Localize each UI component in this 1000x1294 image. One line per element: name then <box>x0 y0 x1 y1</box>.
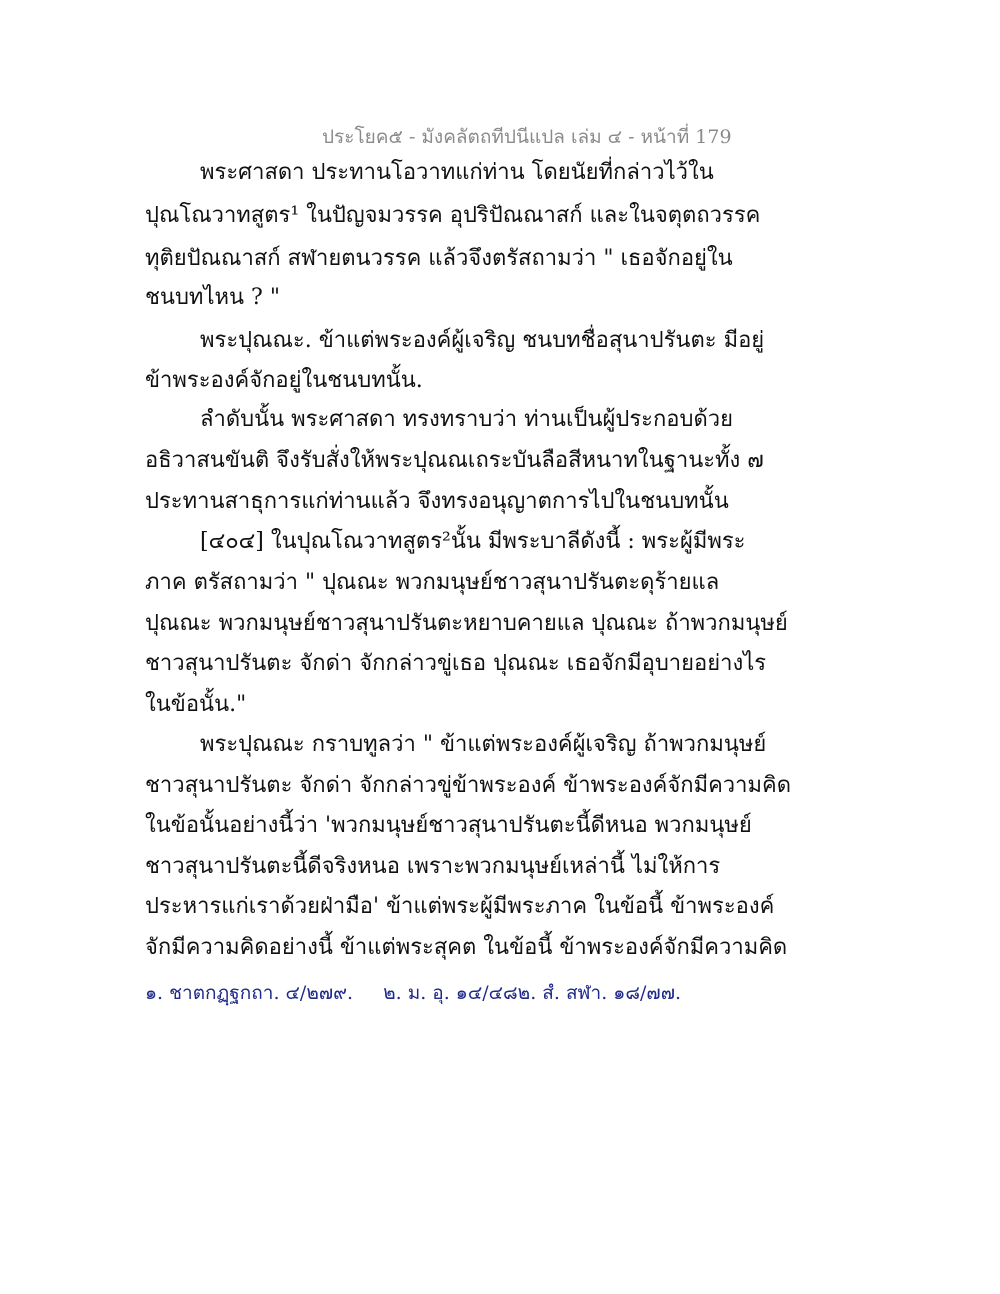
body-line: ประทานสาธุการแก่ท่านแล้ว จึงทรงอนุญาตการไปในชนบทนั้น <box>145 489 729 514</box>
body-line: ชาวสุนาปรันตะ จักด่า จักกล่าวขู่เธอ ปุณณะ เธอจักมีอุบายอย่างไร <box>145 651 767 676</box>
body-line: ปุณณะ พวกมนุษย์ชาวสุนาปรันตะหยาบคายแล ปุณณะ ถ้าพวกมนุษย์ <box>145 611 788 636</box>
body-line: ปุณโณวาทสูตร¹ ในปัญจมวรรค อุปริปัณณาสก์ และในจตุตถวรรค <box>145 203 761 228</box>
body-line: ชาวสุนาปรันตะ จักด่า จักกล่าวขู่ข้าพระองค์ ข้าพระองค์จักมีความคิด <box>145 773 792 798</box>
body-line: ประหารแก่เราด้วยฝ่ามือ' ข้าแต่พระผู้มีพระภาค ในข้อนี้ ข้าพระองค์ <box>145 894 775 919</box>
footnotes <box>145 978 681 1008</box>
body-line: ชาวสุนาปรันตะนี้ดีจริงหนอ เพราะพวกมนุษย์เหล่านี้ ไม่ให้การ <box>145 854 721 879</box>
running-header: ประโยค๕ - มังคลัตถทีปนีแปล เล่ม ๔ - หน้าที่ 179 <box>322 126 732 148</box>
body-line: พระศาสดา ประทานโอวาทแก่ท่าน โดยนัยที่กล่าวไว้ใน <box>200 160 714 185</box>
body-line: ในข้อนั้นอย่างนี้ว่า 'พวกมนุษย์ชาวสุนาปรันตะนี้ดีหนอ พวกมนุษย์ <box>145 813 752 838</box>
footnote-1: ๑. ชาตกฏฺฐกถา. ๔/๒๗๙. <box>145 982 354 1004</box>
body-line: อธิวาสนขันติ จึงรับสั่งให้พระปุณณเถระบันลือสีหนาทในฐานะทั้ง ๗ <box>145 448 764 473</box>
body-line: ในข้อนั้น." <box>145 692 247 717</box>
body-line: ลำดับนั้น พระศาสดา ทรงทราบว่า ท่านเป็นผู้ประกอบด้วย <box>200 407 734 432</box>
footnote-2: ๒. ม. อุ. ๑๔/๔๘๒. สํ. สฬา. ๑๘/๗๗. <box>383 982 682 1004</box>
body-line: จักมีความคิดอย่างนี้ ข้าแต่พระสุคต ในข้อนี้ ข้าพระองค์จักมีความคิด <box>145 935 788 960</box>
body-line: ชนบทไหน ? " <box>145 285 280 310</box>
body-line: พระปุณณะ กราบทูลว่า " ข้าแต่พระองค์ผู้เจริญ ถ้าพวกมนุษย์ <box>200 732 767 757</box>
body-line: ภาค ตรัสถามว่า " ปุณณะ พวกมนุษย์ชาวสุนาปรันตะดุร้ายแล <box>145 570 720 595</box>
body-line: ข้าพระองค์จักอยู่ในชนบทนั้น. <box>145 368 423 393</box>
body-line: ทุติยปัณณาสก์ สฬายตนวรรค แล้วจึงตรัสถามว่า " เธอจักอยู่ใน <box>145 246 733 271</box>
body-line: [๔๐๔] ในปุณโณวาทสูตร²นั้น มีพระบาลีดังนี้ : พระผู้มีพระ <box>200 529 746 554</box>
body-line: พระปุณณะ. ข้าแต่พระองค์ผู้เจริญ ชนบทชื่อสุนาปรันตะ มีอยู่ <box>200 328 765 353</box>
